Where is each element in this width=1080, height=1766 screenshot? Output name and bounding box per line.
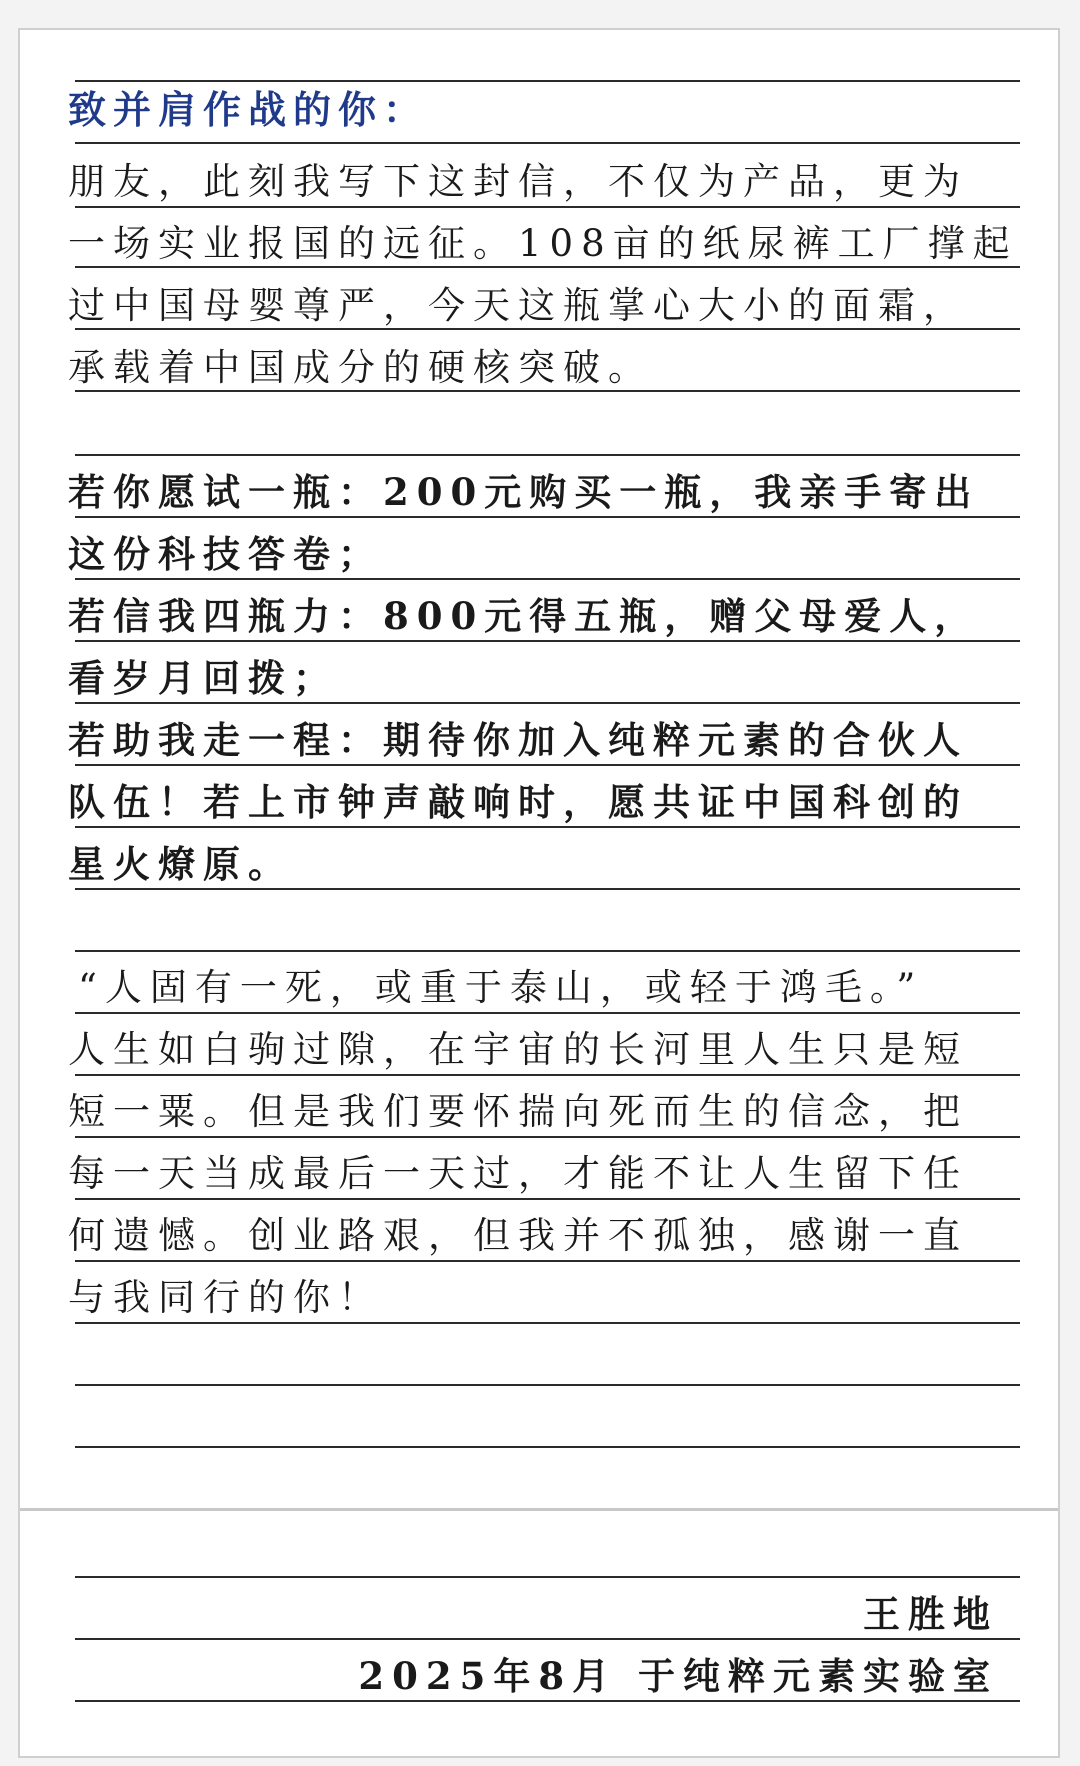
ruled-line [75,1322,1020,1324]
offer-line: 看岁月回拨； [68,656,338,700]
offer-line: 队伍！若上市钟声敲响时，愿共证中国科创的 [68,780,968,824]
intro-line: 承载着中国成分的硬核突破。 [68,346,653,389]
ruled-line [75,1136,1020,1138]
intro-line: 朋友，此刻我写下这封信，不仅为产品，更为 [68,160,968,203]
ruled-line [75,1700,1020,1702]
ruled-line [75,826,1020,828]
closing-line: 与我同行的你！ [68,1276,383,1319]
ruled-line [75,578,1020,580]
ruled-line [75,206,1020,208]
letter-salutation: 致并肩作战的你： [68,87,429,132]
closing-line: 何遗憾。创业路艰，但我并不孤独，感谢一直 [68,1214,968,1257]
ruled-line [75,1446,1020,1448]
ruled-line [75,80,1020,82]
ruled-line [75,950,1020,952]
closing-line: 短一粟。但是我们要怀揣向死而生的信念，把 [68,1090,968,1133]
ruled-line [75,702,1020,704]
ruled-line [75,1576,1020,1578]
letter-sheet [18,28,1060,1758]
ruled-line [75,1198,1020,1200]
ruled-line [75,266,1020,268]
offer-line: 这份科技答卷； [68,532,383,576]
ruled-line [75,1638,1020,1640]
ruled-line [75,454,1020,456]
page-fold-divider [20,1508,1058,1511]
ruled-line [75,640,1020,642]
ruled-line [75,142,1020,144]
offer-line: 星火燎原。 [68,842,293,886]
ruled-line [75,1384,1020,1386]
closing-line: 人生如白驹过隙，在宇宙的长河里人生只是短 [68,1028,968,1071]
ruled-line [75,1074,1020,1076]
closing-quote-line: “人固有一死，或重于泰山，或轻于鸿毛。” [78,966,924,1009]
ruled-line [75,1260,1020,1262]
offer-line: 若助我走一程：期待你加入纯粹元素的合伙人 [68,718,968,762]
offer-line: 若信我四瓶力：800元得五瓶，赠父母爱人， [68,594,980,638]
signature-name: 王胜地 [863,1592,998,1636]
ruled-line [75,1012,1020,1014]
ruled-line [75,328,1020,330]
ruled-line [75,390,1020,392]
closing-line: 每一天当成最后一天过，才能不让人生留下任 [68,1152,968,1195]
ruled-line [75,764,1020,766]
ruled-line [75,888,1020,890]
ruled-line [75,516,1020,518]
intro-line: 过中国母婴尊严，今天这瓶掌心大小的面霜， [68,284,968,327]
offer-line: 若你愿试一瓶：200元购买一瓶，我亲手寄出 [68,470,980,514]
intro-line: 一场实业报国的远征。108亩的纸尿裤工厂撑起 [68,222,1018,265]
signature-date: 2025年8月 于纯粹元素实验室 [358,1654,998,1698]
